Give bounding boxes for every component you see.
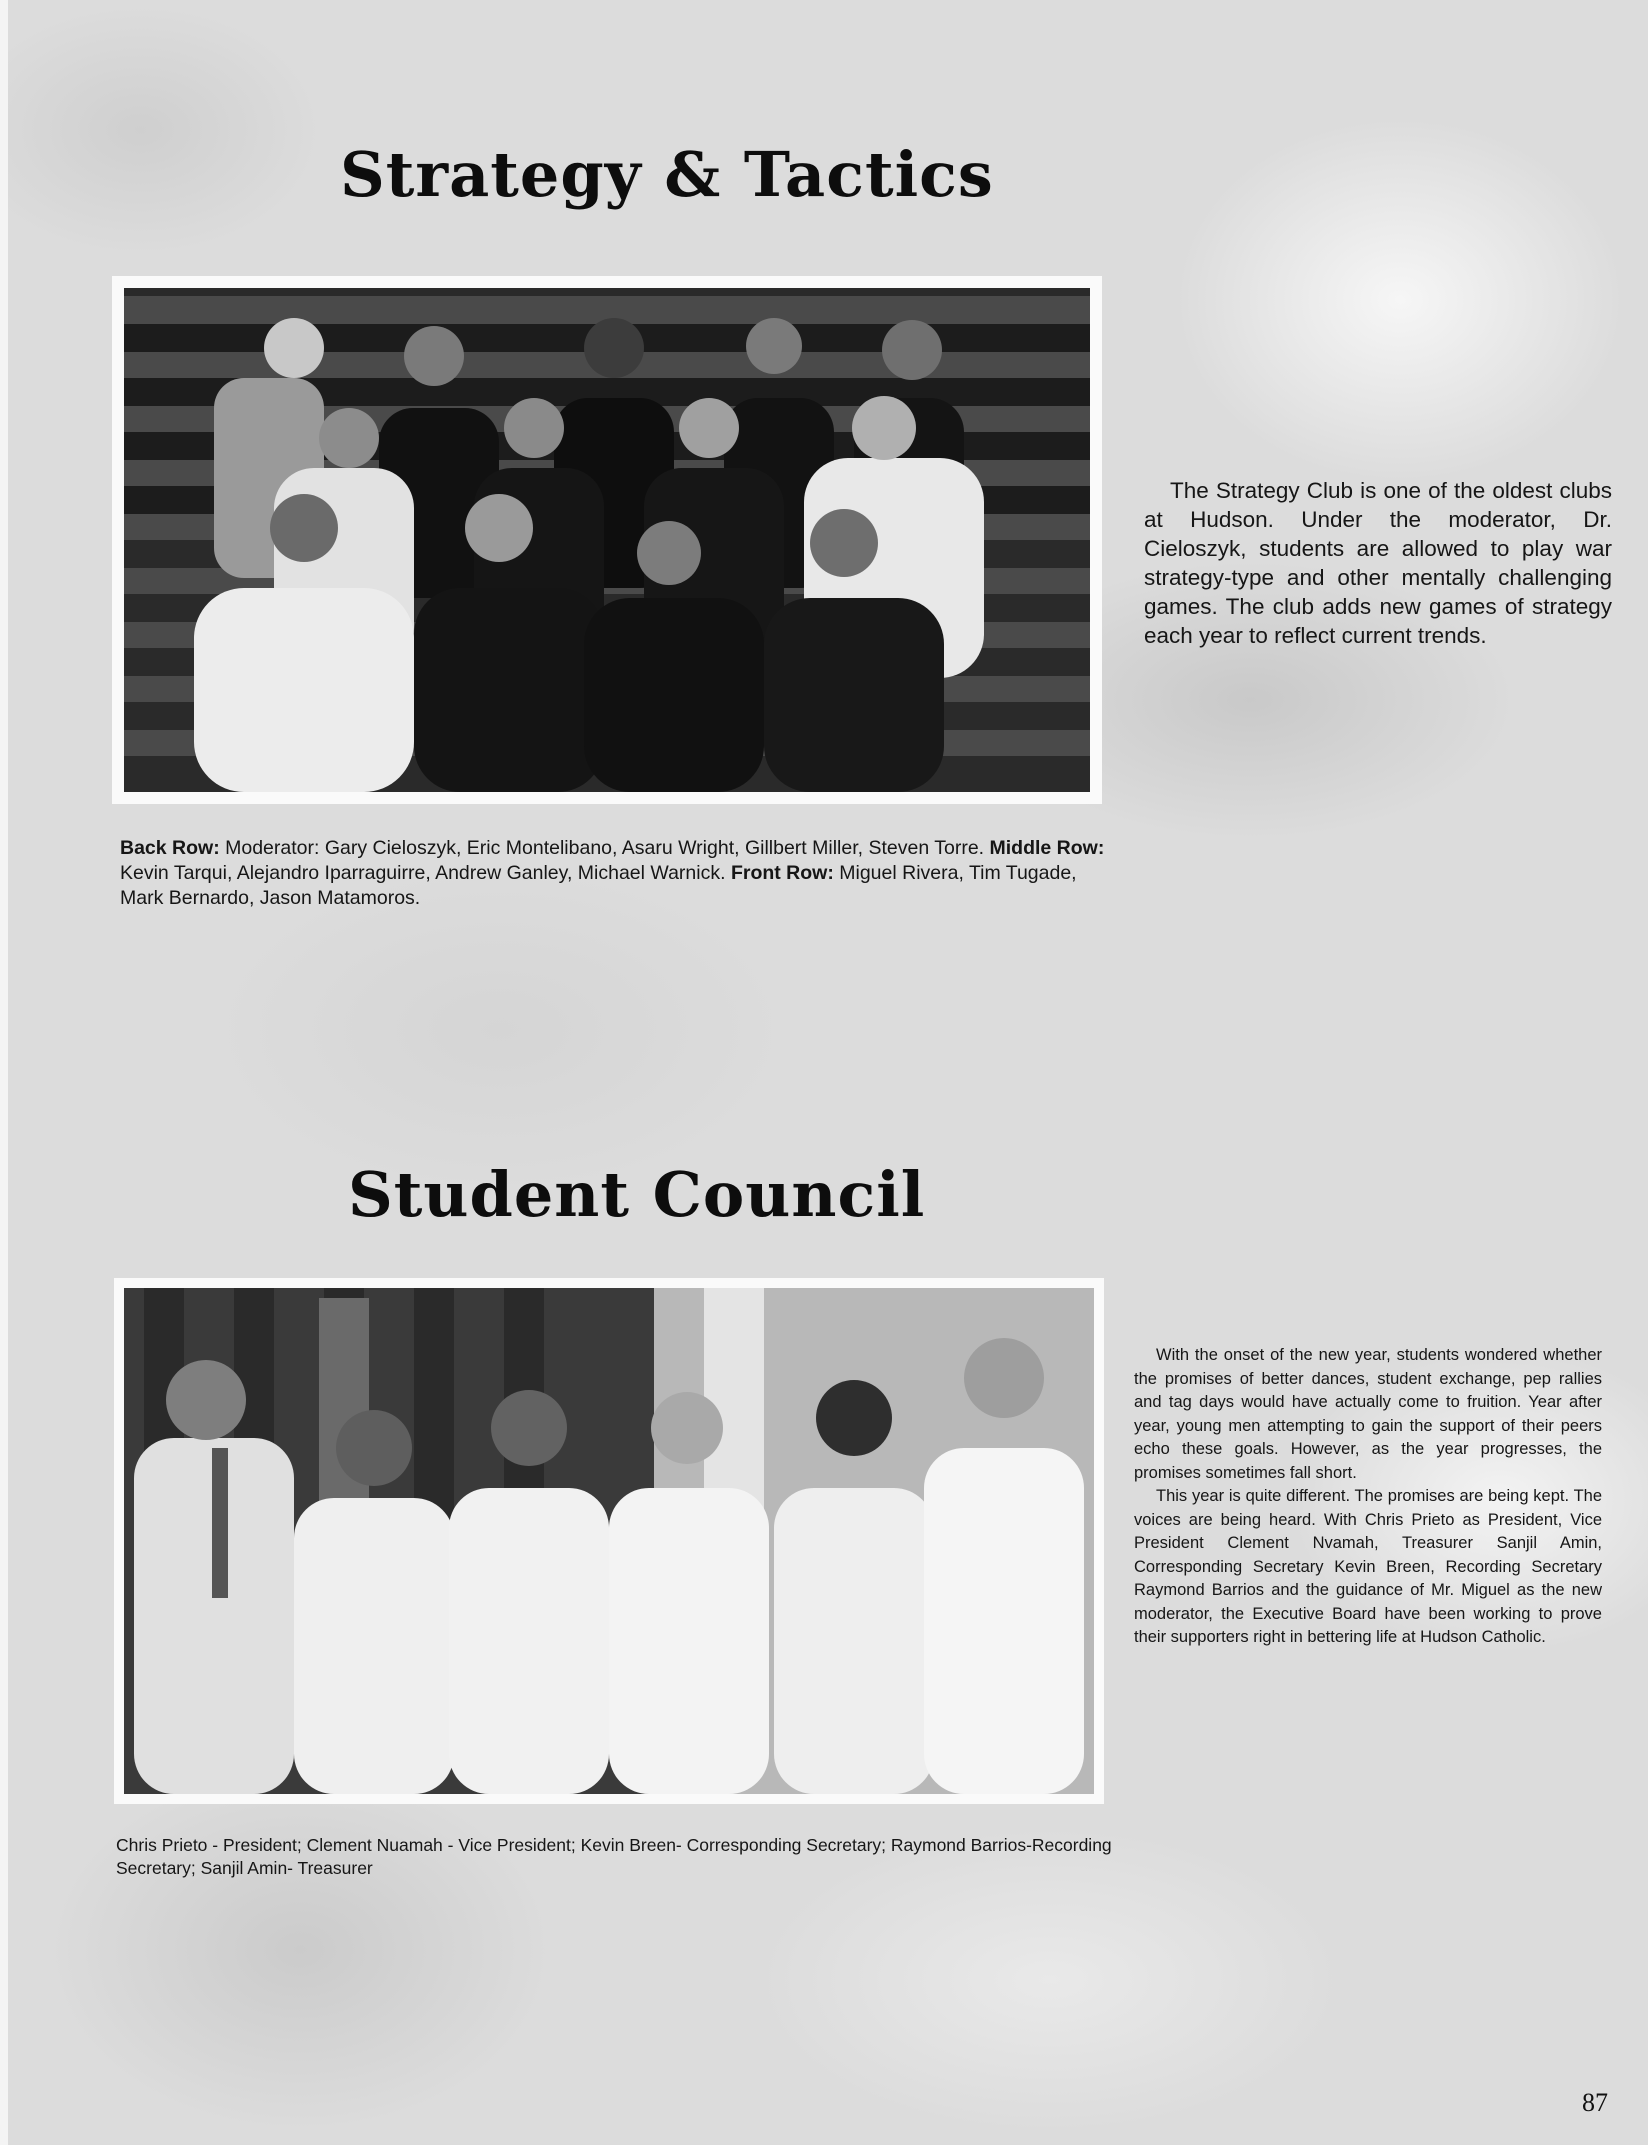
student-council-description <box>1134 1344 1602 1650</box>
caption-back-row-label: Back Row: <box>120 837 220 859</box>
strategy-club-group-image <box>124 288 1090 792</box>
strategy-club-description: The Strategy Club is one of the oldest clubs at Hudson. Under the moderator, Dr. Cieloszyk, students are allowed to play war strategy-type and other mentally challenging games. The club adds new games of strategy each year to reflect current trends. <box>1144 478 1612 648</box>
student-council-group-image <box>124 1288 1094 1794</box>
page-edge <box>0 0 8 2145</box>
caption-back-row-names: Moderator: Gary Cieloszyk, Eric Montelibano, Asaru Wright, Gillbert Miller, Steven Torre. <box>219 837 990 859</box>
student-council-photo <box>114 1278 1104 1804</box>
caption-middle-row-label: Middle Row: <box>989 837 1105 859</box>
section-title-council: Student Council <box>348 1158 926 1231</box>
caption-front-row-label: Front Row: <box>730 862 834 884</box>
student-council-caption: Chris Prieto - President; Clement Nuamah - Vice President; Kevin Breen- Corresponding Secretary; Raymond Barrios-Recording Secretary; Sanjil Amin- Treasurer <box>116 1835 1112 1878</box>
page-number: 87 <box>1582 2088 1608 2117</box>
caption-front-row-names: Miguel Rivera, Tim Tugade, Mark Bernardo, Jason Matamoros. <box>120 862 1077 909</box>
section-title-strategy: Strategy & Tactics <box>340 138 994 211</box>
caption-middle-row-names: Kevin Tarqui, Alejandro Iparraguirre, Andrew Ganley, Michael Warnick. <box>120 862 731 884</box>
strategy-club-caption <box>120 836 1120 911</box>
council-paragraph-1: With the onset of the new year, students wondered whether the promises of better dances, student exchange, pep rallies and tag days would have actually come to fruition. Year after year, young men attempting to gain the support of their peers echo these goals. However, as the year progresses, the promises sometimes fall short. <box>1134 1346 1602 1482</box>
strategy-club-photo <box>112 276 1102 804</box>
council-paragraph-2: This year is quite different. The promises are being kept. The voices are being heard. With Chris Prieto as President, Vice President Clement Nvamah, Treasurer Sanjil Amin, Corresponding Secretary Kevin Breen, Recording Secretary Raymond Barrios and the guidance of Mr. Miguel as the new moderator, the Executive Board have been working to prove their supporters right in bettering life at Hudson Catholic. <box>1134 1487 1602 1646</box>
